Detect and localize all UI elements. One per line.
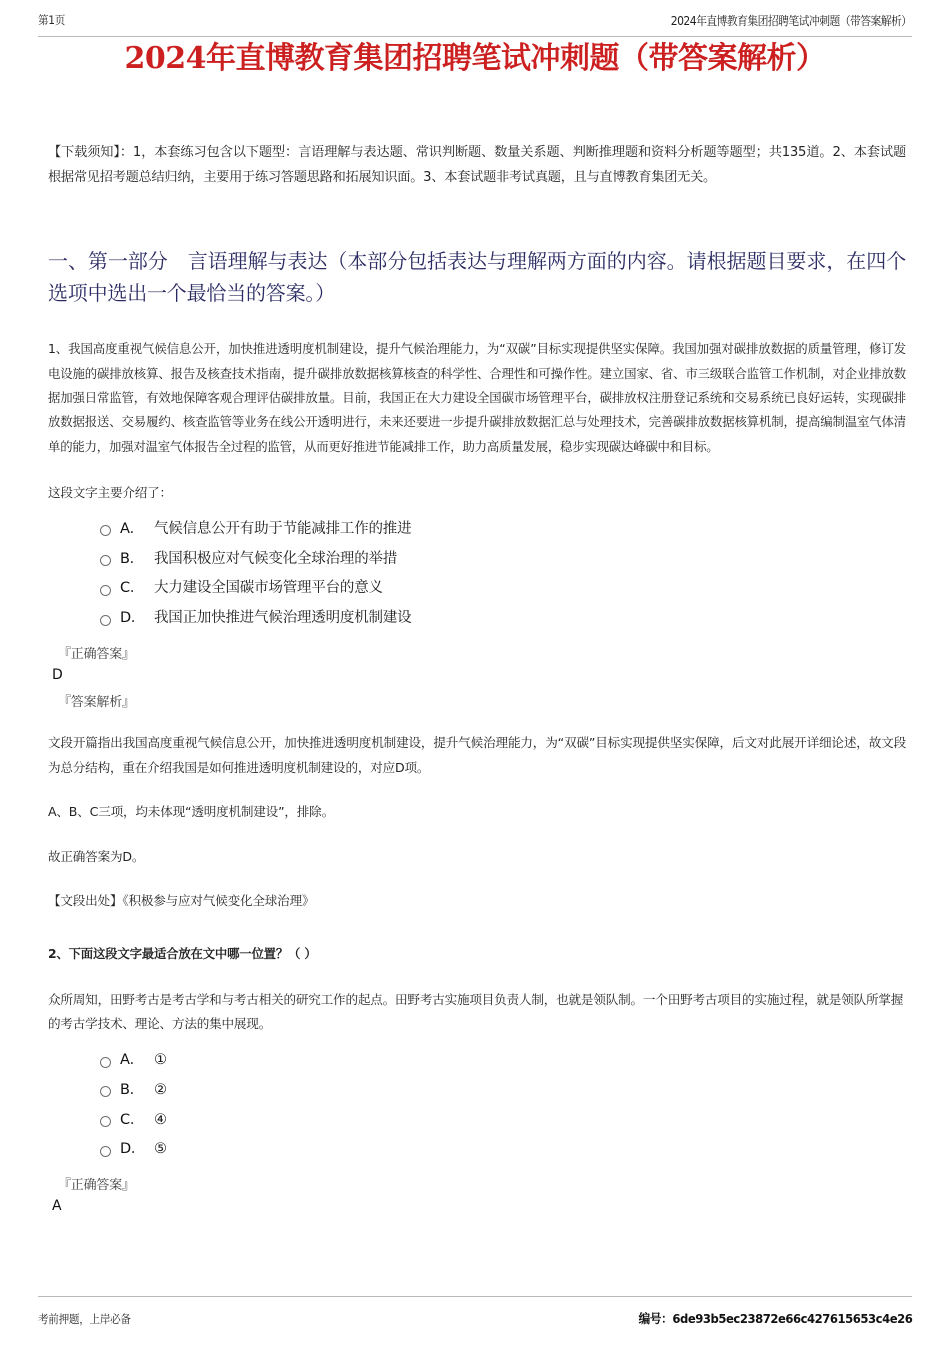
- option-letter: A．: [120, 520, 144, 537]
- correct-answer-label: 『正确答案』: [58, 1178, 135, 1194]
- option-text: 大力建设全国碳市场管理平台的意义: [154, 580, 383, 597]
- footer-code: [638, 1309, 912, 1327]
- header-document-title: 2024年直博教育集团招聘笔试冲刺题（带答案解析）: [671, 14, 912, 28]
- option-row[interactable]: [48, 519, 906, 541]
- explanation-source: 【文段出处】《积极参与应对气候变化全球治理》: [48, 893, 315, 909]
- option-letter: B．: [120, 550, 144, 567]
- document-content: [48, 140, 906, 1217]
- explanation-paragraph: A、B、C三项，均未体现“透明度机制建设”，排除。: [48, 804, 334, 820]
- option-text: 我国积极应对气候变化全球治理的举措: [154, 550, 398, 567]
- section-heading-part-one: 一、第一部分 言语理解与表达（本部分包括表达与理解两方面的内容。请根据题目要求，在四个选项中选出一个最恰当的答案。）: [48, 248, 906, 306]
- explanation-paragraph: 文段开篇指出我国高度重视气候信息公开，加快推进透明度机制建设，提升气候治理能力，为“双碳”目标实现提供坚实保障，后文对此展开详细论述，故文段为总分结构，重在介绍我国是如何推进透明度机制建设的，对应D项。: [48, 735, 906, 775]
- option-text: ⑤: [154, 1141, 167, 1158]
- option-text: 气候信息公开有助于节能减排工作的推进: [154, 520, 412, 537]
- option-letter: C．: [120, 1111, 145, 1128]
- explanation-paragraph: 故正确答案为D。: [48, 848, 145, 864]
- option-letter: C．: [120, 580, 145, 597]
- option-text: ①: [154, 1052, 167, 1069]
- question-1-options: [48, 519, 906, 630]
- option-text: ②: [154, 1081, 167, 1098]
- option-letter: D．: [120, 610, 146, 627]
- option-letter: B．: [120, 1081, 144, 1098]
- option-row[interactable]: [48, 1139, 906, 1161]
- option-row[interactable]: [48, 1080, 906, 1102]
- option-row[interactable]: [48, 1050, 906, 1072]
- radio-button-icon[interactable]: [100, 555, 111, 566]
- correct-answer-value: A: [52, 1197, 62, 1214]
- answer-explanation-label: 『答案解析』: [58, 695, 135, 711]
- running-footer: [38, 1296, 912, 1327]
- question-1-stem: 1、我国高度重视气候信息公开，加快推进透明度机制建设，提升气候治理能力，为“双碳”目标实现提供坚实保障。我国加强对碳排放数据的质量管理，修订发电设施的碳排放核算、报告及核查技术指南，提升碳排放数据核算核查的科学性、合理性和可操作性。建立国家、省、市三级联合监管工作机制，对企业排放数据加强日常监管，有效地保障客观合理评估碳排放量。目前，我国正在大力建设全国碳市场管理平台，碳排放权注册登记系统和交易系统已良好运转，实现碳排放数据报送、交易履约、核查监管等业务在线公开透明进行，未来还要进一步提升碳排放数据汇总与处理技术，完善碳排放数据核算机制，提高编制温室气体清单的能力，加强对温室气体报告全过程的监管，从而更好推进节能减排工作，助力高质量发展，稳步实现碳达峰碳中和目标。: [48, 341, 906, 454]
- question-2-passage: 众所周知，田野考古是考古学和与考古相关的研究工作的起点。田野考古实施项目负责人制，也就是领队制。一个田野考古项目的实施过程，就是领队所掌握的考古学技术、理论、方法的集中展现。: [48, 992, 904, 1032]
- radio-button-icon[interactable]: [100, 1146, 111, 1157]
- option-letter: D．: [120, 1141, 146, 1158]
- option-row[interactable]: [48, 608, 906, 630]
- question-block-2: [48, 942, 906, 1217]
- radio-button-icon[interactable]: [100, 1057, 111, 1068]
- footer-code-label: 编号：: [638, 1311, 672, 1326]
- page-title: 2024年直博教育集团招聘笔试冲刺题（带答案解析）: [124, 41, 826, 76]
- running-header: [38, 12, 912, 37]
- footer-slogan: 考前押题，上岸必备: [38, 1312, 131, 1326]
- radio-button-icon[interactable]: [100, 525, 111, 536]
- option-row[interactable]: [48, 578, 906, 600]
- option-letter: A．: [120, 1052, 144, 1069]
- correct-answer-value: D: [52, 666, 63, 683]
- footer-code-value: 6de93b5ec23872e66c427615653c4e26: [671, 1311, 912, 1326]
- option-text: ④: [154, 1111, 167, 1128]
- radio-button-icon[interactable]: [100, 1116, 111, 1127]
- option-row[interactable]: [48, 1110, 906, 1132]
- download-notice: 【下载须知】：1，本套练习包含以下题型：言语理解与表达题、常识判断题、数量关系题、判断推理题和资料分析题等题型；共135道。2、本套试题根据常见招考题总结归纳，主要用于练习答题思路和拓展知识面。3、本套试题非考试真题，且与直博教育集团无关。: [48, 145, 906, 186]
- correct-answer-label: 『正确答案』: [58, 646, 135, 662]
- page-number-label: 第1页: [38, 13, 66, 27]
- option-text: 我国正加快推进气候治理透明度机制建设: [154, 610, 412, 627]
- question-2-options: [48, 1050, 906, 1161]
- option-row[interactable]: [48, 549, 906, 571]
- question-block-1: [48, 337, 906, 914]
- radio-button-icon[interactable]: [100, 1086, 111, 1097]
- question-1-prompt: 这段文字主要介绍了：: [48, 485, 172, 501]
- radio-button-icon[interactable]: [100, 615, 111, 626]
- question-2-stem: 2、下面这段文字最适合放在文中哪一位置？（ ）: [48, 945, 317, 961]
- radio-button-icon[interactable]: [100, 585, 111, 596]
